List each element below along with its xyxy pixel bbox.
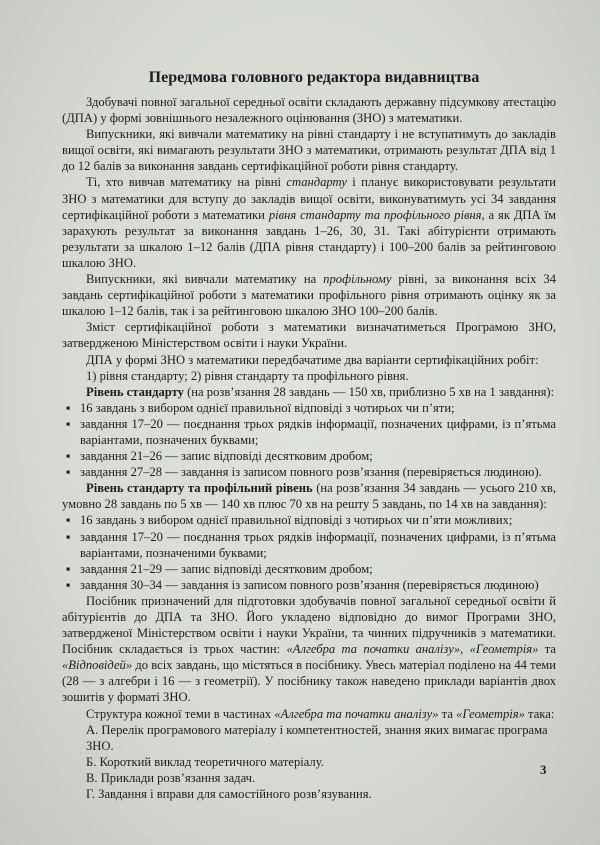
- emphasis: «Алгебра та початки аналізу»: [286, 642, 461, 657]
- page-title: Передмова головного редактора видавництва: [148, 69, 480, 86]
- document-page: [62, 68, 556, 802]
- paragraph-standard-graduates: Випускники, які вивчали математику на рівні стандарту і не вступатимуть до закладів вищої освіти, які вимагають результати ЗНО з математики, отримають результат ДПА від 1 до 12 балів за виконання завдань сертифікаційної роботи рівня стандарту.: [62, 127, 556, 174]
- paragraph-structure: [62, 706, 556, 722]
- paragraph-profile-graduates: [62, 271, 556, 319]
- structure-item: Б. Короткий виклад теоретичного матеріалу.: [86, 754, 324, 769]
- text: та: [438, 706, 457, 721]
- item-text: 16 завдань з вибором однієї правильної відповіді з чотирьох чи п’яти;: [80, 400, 455, 415]
- item-text: завдання 30–34 — завдання із записом повного розв’язання (перевіряється людиною): [80, 577, 539, 592]
- bullet-icon: ▪: [66, 449, 71, 464]
- heading: Рівень стандарту: [86, 384, 184, 399]
- list-item: [62, 416, 556, 448]
- text: Випускники, які вивчали математику на: [86, 272, 324, 287]
- heading: Рівень стандарту та профільний рівень: [86, 481, 313, 496]
- text: ,: [460, 642, 470, 657]
- standard-level-heading: [62, 384, 556, 400]
- emphasis: «Геометрія»: [456, 706, 525, 721]
- text: така:: [524, 706, 555, 721]
- text: рівні, за виконання всіх 34 завдань сертифікаційної роботи з математики профільного рівня отримають оцінку як за шкалою 1–12 балів, так і за рейтинговою шкалою ЗНО 100–200 балів.: [62, 272, 556, 319]
- bullet-icon: ▪: [66, 465, 71, 480]
- paragraph-variant-list: 1) рівня стандарту; 2) рівня стандарту та профільного рівня.: [86, 368, 409, 383]
- item-text: завдання 21–29 — запис відповіді десятковим дробом;: [80, 561, 373, 576]
- emphasis: «Геометрія»: [469, 642, 539, 657]
- profile-level-heading: [62, 480, 556, 512]
- emphasis: «Алгебра та початки аналізу»: [274, 706, 439, 721]
- emphasis: «Відповідей»: [62, 658, 133, 673]
- profile-level-list: [62, 512, 556, 592]
- paragraph-content: Зміст сертифікаційної роботи з математики визначатиметься Програмою ЗНО, затвердженою Міністерством освіти і науки України.: [62, 320, 556, 351]
- paragraph-purpose: [62, 593, 556, 706]
- item-text: завдання 17–20 — поєднання трьох рядків інформації, позначених цифрами, із п’ятьма варіантами, позначених буквами;: [80, 416, 556, 447]
- paragraph-standard-zno: [62, 174, 556, 271]
- bullet-icon: ▪: [66, 577, 71, 592]
- list-item: [62, 464, 556, 480]
- bullet-icon: ▪: [66, 529, 71, 544]
- text: , а як ДПА їм зарахують результат за виконання завдань 1–26, 30, 31. Такі абітурієнти отримають результати за шкалою 1–12 балів (ДПА рівня стандарту) і 100–200 балів за рейтинговою шкалою ЗНО.: [62, 207, 556, 270]
- page-number: 3: [540, 762, 547, 777]
- text: Ті, хто вивчав математику на рівні: [86, 175, 287, 190]
- text: Посібник призначений для підготовки здобувачів повної загальної середньої освіти й абітурієнтів до ДПА та ЗНО. Його укладено відповідно до вимог Програми ЗНО, затвердженої Міністерством освіти і науки України, та чинних підручників з математики. Посібник складається із трьох частин:: [62, 593, 556, 657]
- item-text: завдання 21–26 — запис відповіді десятковим дробом;: [80, 449, 373, 464]
- bullet-icon: ▪: [66, 400, 71, 415]
- text: (на розв’язання 28 завдань — 150 хв, приблизно 5 хв на 1 завдання):: [183, 384, 555, 399]
- bullet-icon: ▪: [66, 561, 71, 576]
- emphasis: стандарту: [286, 175, 347, 190]
- list-item: [62, 400, 556, 416]
- paragraph-intro: Здобувачі повної загальної середньої освіти складають державну підсумкову атестацію (ДПА) у формі зовнішнього незалежного оцінювання (ЗНО) з математики.: [62, 95, 556, 126]
- list-item: [62, 512, 556, 528]
- structure-item: А. Перелік програмового матеріалу і компетентностей, знання яких вимагає програма ЗНО.: [86, 722, 548, 753]
- text: та: [538, 642, 557, 657]
- bullet-icon: ▪: [66, 513, 71, 528]
- text: і планує використовувати результати ЗНО з математики для вступу до закладів вищої освіти, виконуватимуть усі 34 завдання сертифікаційної роботи з математики: [62, 175, 556, 222]
- list-item: [62, 448, 556, 464]
- emphasis: рівня стандарту та профільного рівня: [268, 207, 482, 222]
- standard-level-list: [62, 400, 556, 480]
- structure-item: В. Приклади розв’язання задач.: [86, 770, 256, 785]
- paragraph-variants: ДПА у формі ЗНО з математики передбачатиме два варіанти сертифікаційних робіт:: [86, 352, 539, 367]
- text: (на розв’язання 34 завдань — усього 210 хв, умовно 28 завдань по 5 хв — 140 хв плюс 70 хв на решту 5 завдань, по 14 хв на завдання):: [62, 481, 557, 512]
- emphasis: профільному: [323, 272, 392, 287]
- text: до всіх завдань, що містяться в посібнику. Увесь матеріал поділено на 44 теми (28 — з алгебри і 16 — з геометрії). У посібнику також наведено приклади варіантів двох зошитів у форматі ЗНО.: [62, 658, 556, 705]
- item-text: завдання 27–28 — завдання із записом повного розв’язання (перевіряється людиною).: [80, 465, 542, 480]
- list-item: [62, 561, 556, 577]
- item-text: 16 завдань з вибором однієї правильної відповіді з чотирьох чи п’яти можливих;: [80, 513, 513, 528]
- bullet-icon: ▪: [66, 416, 71, 431]
- structure-item: Г. Завдання і вправи для самостійного розв’язування.: [86, 787, 372, 802]
- list-item: [62, 577, 556, 593]
- text: Структура кожної теми в частинах: [86, 706, 275, 721]
- item-text: завдання 17–20 — поєднання трьох рядків інформації, позначених цифрами, із п’ятьма варіантами, позначеними буквами;: [80, 529, 556, 560]
- list-item: [62, 529, 556, 561]
